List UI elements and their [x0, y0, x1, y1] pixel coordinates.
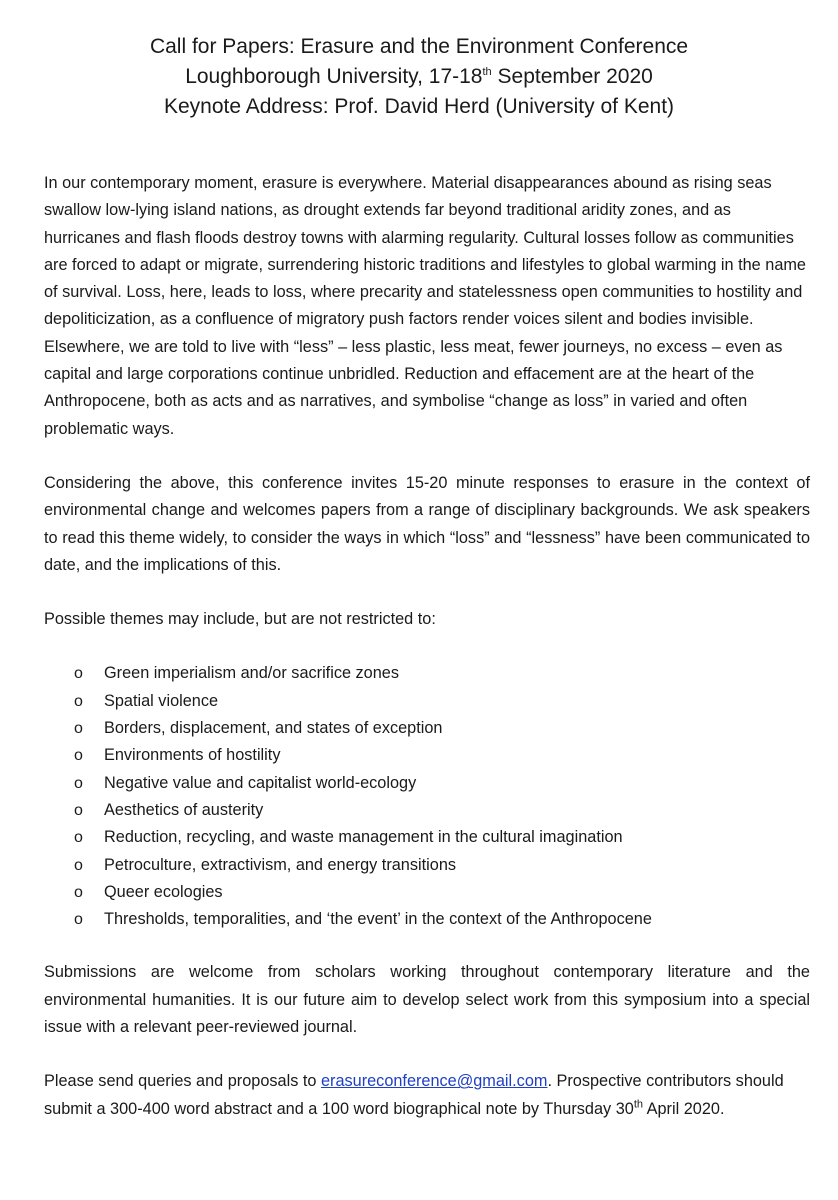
themes-list	[44, 660, 810, 933]
document-title: Call for Papers: Erasure and the Environment Conference	[149, 35, 689, 58]
list-item	[44, 688, 810, 715]
contact-paragraph	[44, 1068, 810, 1123]
theme-text: Aesthetics of austerity	[104, 800, 264, 819]
list-item	[44, 770, 810, 797]
bullet-icon: o	[74, 692, 83, 710]
location-suffix: September 2020	[491, 65, 653, 88]
conference-location-date	[28, 62, 810, 92]
contact-suffix: April 2020.	[643, 1099, 725, 1118]
list-item	[44, 879, 810, 906]
deadline-ordinal: th	[633, 1098, 643, 1111]
theme-text: Thresholds, temporalities, and ‘the event’ in the context of the Anthropocene	[104, 910, 652, 929]
themes-intro: Possible themes may include, but are not restricted to:	[44, 610, 436, 629]
invitation-paragraph: Considering the above, this conference invites 15-20 minute responses to erasure in the context of environmental change and welcomes papers from a range of disciplinary backgrounds. We ask speakers to read this theme widely, to consider the ways in which “loss” and “lessness” have been communicated to date, and the implications of this.	[44, 473, 810, 574]
list-item	[44, 797, 810, 824]
theme-text: Spatial violence	[104, 691, 219, 710]
bullet-icon: o	[74, 883, 83, 901]
contact-prefix: Please send queries and proposals to	[44, 1072, 321, 1091]
contact-email-link[interactable]: erasureconference@gmail.com	[320, 1072, 548, 1091]
bullet-icon: o	[74, 665, 83, 683]
theme-text: Reduction, recycling, and waste management in the cultural imagination	[104, 828, 623, 847]
list-item	[44, 742, 810, 769]
bullet-icon: o	[74, 911, 83, 929]
theme-text: Queer ecologies	[104, 882, 223, 901]
intro-paragraph: In our contemporary moment, erasure is everywhere. Material disappearances abound as rising seas swallow low-lying island nations, as drought extends far beyond traditional aridity zones, and as hurricanes and flash floods destroy towns with alarming regularity. Cultural losses follow as communities are forced to adapt or migrate, surrendering historic traditions and lifestyles to global warming in the name of survival. Loss, here, leads to loss, where precarity and statelessness open communities to hostility and depoliticization, as a confluence of migratory push factors render voices silent and bodies invisible. Elsewhere, we are told to live with “less” – less plastic, less meat, fewer journeys, no excess – even as capital and large corporations continue unbridled. Reduction and effacement are at the heart of the Anthropocene, both as acts and as narratives, and symbolise “change as loss” in varied and often problematic ways.	[44, 174, 806, 438]
location-ordinal: th	[482, 66, 492, 78]
bullet-icon: o	[74, 829, 83, 847]
theme-text: Negative value and capitalist world-ecology	[104, 773, 417, 792]
document-header	[28, 32, 810, 122]
bullet-icon: o	[74, 801, 83, 819]
list-item	[44, 660, 810, 687]
bullet-icon: o	[74, 856, 83, 874]
list-item	[44, 906, 810, 933]
bullet-icon: o	[74, 774, 83, 792]
keynote-line: Keynote Address: Prof. David Herd (University of Kent)	[163, 95, 675, 118]
theme-text: Green imperialism and/or sacrifice zones	[104, 664, 399, 683]
bullet-icon: o	[74, 720, 83, 738]
contact-middle: . Prospective contributors should submit a 300-400 word abstract and a 100 word biographical note by Thursday 30	[44, 1072, 784, 1118]
list-item	[44, 824, 810, 851]
theme-text: Borders, displacement, and states of exception	[104, 719, 443, 738]
list-item	[44, 715, 810, 742]
theme-text: Environments of hostility	[104, 746, 281, 765]
location-prefix: Loughborough University, 17-18	[185, 65, 483, 88]
theme-text: Petroculture, extractivism, and energy transitions	[104, 855, 457, 874]
bullet-icon: o	[74, 747, 83, 765]
submissions-paragraph: Submissions are welcome from scholars working throughout contemporary literature and the environmental humanities. It is our future aim to develop select work from this symposium into a special issue with a relevant peer-reviewed journal.	[44, 963, 810, 1037]
list-item	[44, 852, 810, 879]
